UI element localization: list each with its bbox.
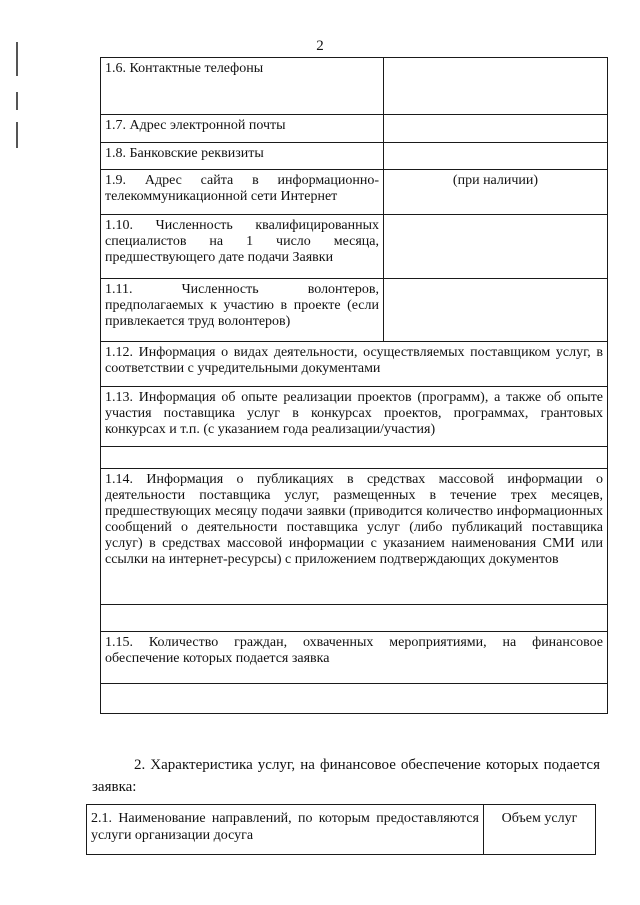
table-row xyxy=(101,605,608,632)
row-value-phones[interactable] xyxy=(384,58,608,115)
services-directions-label: 2.1. Наименование направлений, по которым предоставляются услуги организации досуга xyxy=(87,805,484,855)
row-label-publications: 1.14. Информация о публикациях в средствах массовой информации о деятельности поставщика услуг, размещенных в течение трех месяцев, предшествующих месяцу подачи заявки (приводится количество информационных сообщений о деятельности поставщика услуг (либо публикаций поставщика услуг) в средствах массовой информации с указанием наименования СМИ или ссылки на интернет-ресурсы) с приложением подтверждающих документов xyxy=(101,469,608,605)
row-value-volunteers[interactable] xyxy=(384,279,608,342)
answer-field-experience[interactable] xyxy=(101,447,608,469)
answer-field-publications[interactable] xyxy=(101,605,608,632)
table-row xyxy=(101,632,608,684)
row-value-website[interactable]: (при наличии) xyxy=(384,170,608,215)
applicant-info-table xyxy=(100,57,608,714)
section-2-heading: 2. Характеристика услуг, на финансовое обеспечение которых подается заявка: xyxy=(92,757,600,795)
row-label-website: 1.9. Адрес сайта в информационно-телекоммуникационной сети Интернет xyxy=(101,170,384,215)
table-row xyxy=(101,215,608,279)
services-volume-header: Объем услуг xyxy=(484,805,596,855)
row-label-activities: 1.12. Информация о видах деятельности, осуществляемых поставщиком услуг, в соответствии с учредительными документами xyxy=(101,342,608,387)
row-label-bank-details: 1.8. Банковские реквизиты xyxy=(101,143,384,170)
table-row xyxy=(101,58,608,115)
scan-margin-mark xyxy=(16,122,18,148)
table-row xyxy=(87,805,596,855)
table-row xyxy=(101,447,608,469)
table-row xyxy=(101,170,608,215)
table-row xyxy=(101,387,608,447)
row-label-phones: 1.6. Контактные телефоны xyxy=(101,58,384,115)
row-value-bank-details[interactable] xyxy=(384,143,608,170)
table-row xyxy=(101,469,608,605)
row-value-email[interactable] xyxy=(384,115,608,143)
scan-margin-mark xyxy=(16,92,18,110)
table-row xyxy=(101,143,608,170)
services-table xyxy=(86,804,596,855)
page-number: 2 xyxy=(316,38,324,54)
table-row xyxy=(101,684,608,714)
row-value-specialists[interactable] xyxy=(384,215,608,279)
row-label-email: 1.7. Адрес электронной почты xyxy=(101,115,384,143)
answer-field-citizens-covered[interactable] xyxy=(101,684,608,714)
row-label-volunteers: 1.11. Численность волонтеров, предполагаемых к участию в проекте (если привлекается труд волонтеров) xyxy=(101,279,384,342)
table-row xyxy=(101,342,608,387)
table-row xyxy=(101,279,608,342)
row-label-specialists: 1.10. Численность квалифицированных специалистов на 1 число месяца, предшествующего дате подачи Заявки xyxy=(101,215,384,279)
row-label-experience: 1.13. Информация об опыте реализации проектов (программ), а также об опыте участия поставщика услуг в конкурсах проектов, программах, грантовых конкурсах и т.п. (с указанием года реализации/участия) xyxy=(101,387,608,447)
row-label-citizens-covered: 1.15. Количество граждан, охваченных мероприятиями, на финансовое обеспечение которых подается заявка xyxy=(101,632,608,684)
table-row xyxy=(101,115,608,143)
